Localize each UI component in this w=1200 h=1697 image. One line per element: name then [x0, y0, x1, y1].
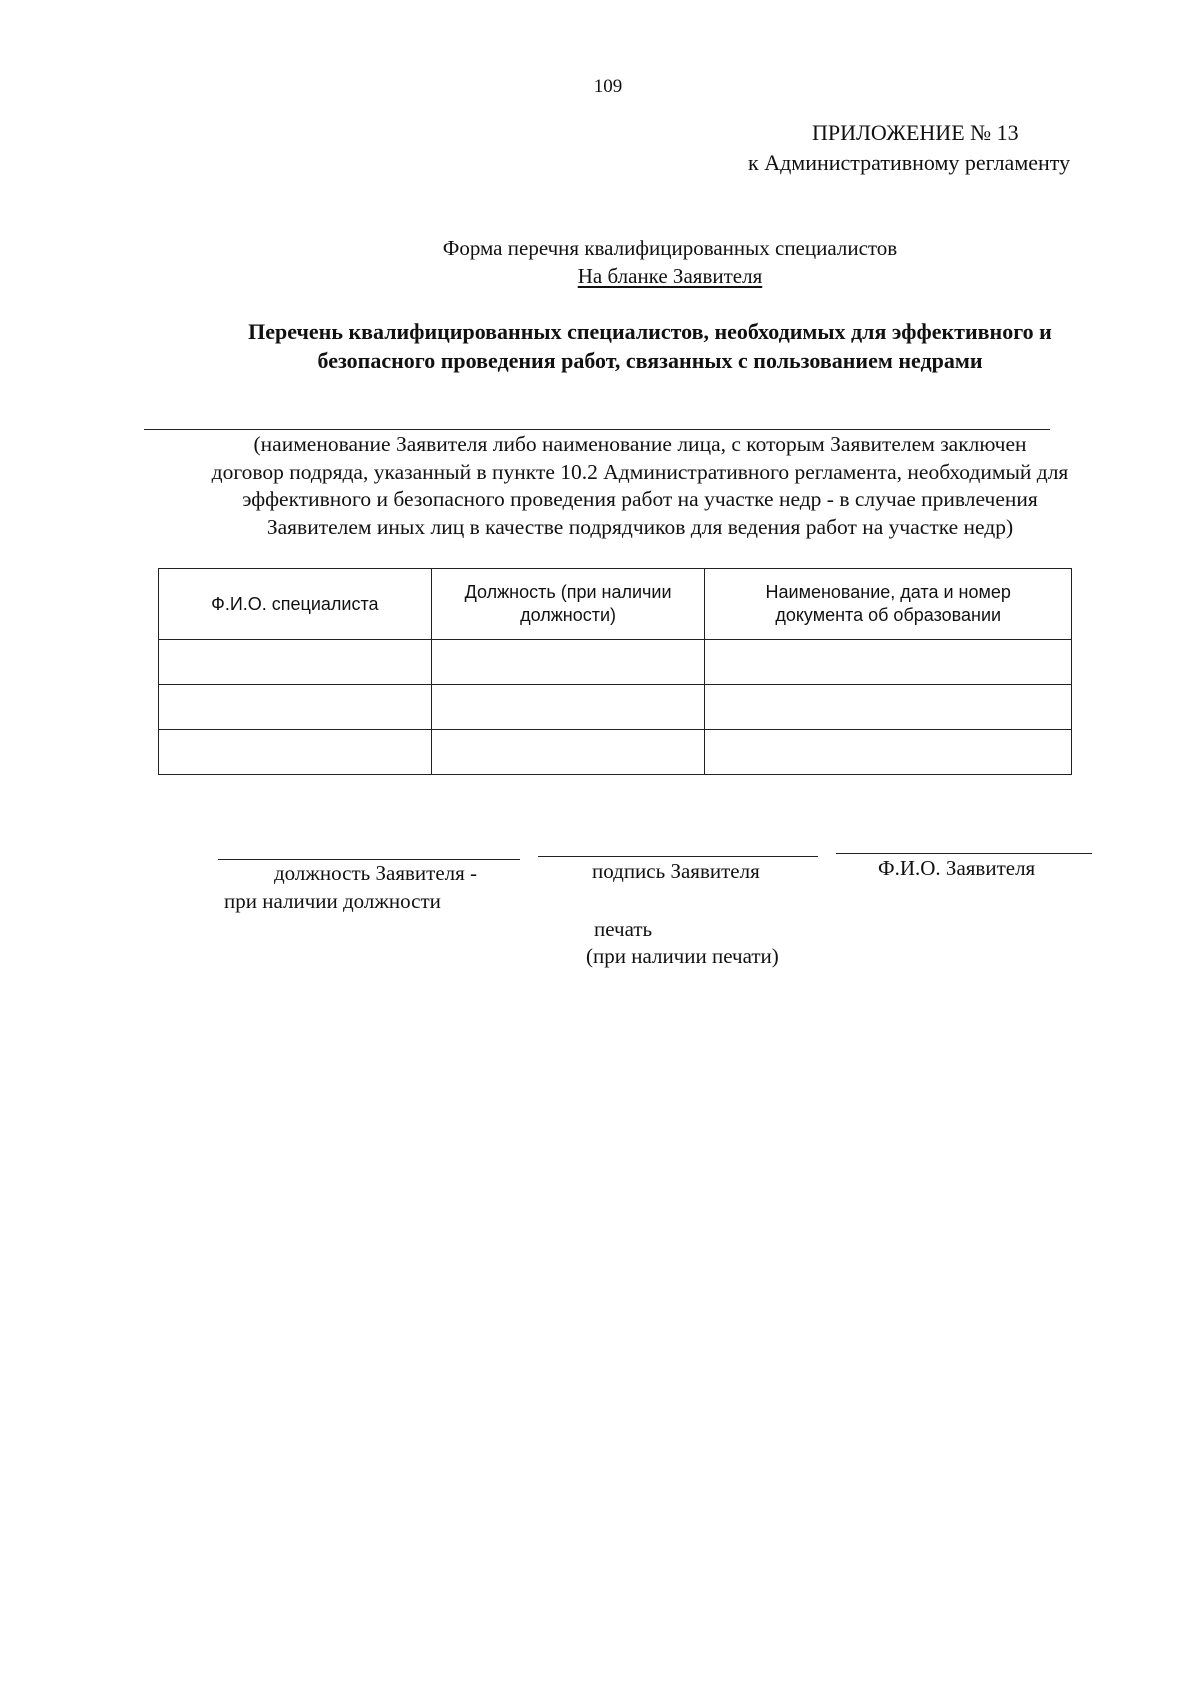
- header-position-line-2: должности): [520, 605, 617, 625]
- table-cell[interactable]: [159, 685, 432, 730]
- table-row: [159, 640, 1072, 685]
- table-row: [159, 730, 1072, 775]
- header-education-document: [705, 569, 1072, 640]
- table-cell[interactable]: [705, 730, 1072, 775]
- table-cell[interactable]: [705, 685, 1072, 730]
- header-position-line-1: Должность (при наличии: [464, 582, 672, 602]
- table-row: [159, 685, 1072, 730]
- table-cell[interactable]: [431, 640, 705, 685]
- page-number: 109: [593, 76, 623, 97]
- specialists-table: [158, 568, 1072, 775]
- form-title: Форма перечня квалифицированных специалистов: [442, 236, 898, 260]
- name-signature-line: [836, 853, 1092, 854]
- appendix-title: ПРИЛОЖЕНИЕ № 13: [812, 120, 1019, 145]
- table-cell[interactable]: [431, 730, 705, 775]
- list-heading-line-1: Перечень квалифицированных специалистов, необходимых для эффективного и: [248, 319, 1052, 344]
- applicant-caption-line-2: договор подряда, указанный в пункте 10.2 Административного регламента, необходимый для: [211, 459, 1069, 484]
- form-subtitle: [300, 264, 1040, 289]
- table-cell[interactable]: [431, 685, 705, 730]
- applicant-name-line: [144, 429, 1050, 430]
- list-heading: [150, 317, 1150, 375]
- header-education-line-1: Наименование, дата и номер: [765, 582, 1011, 602]
- name-label: Ф.И.О. Заявителя: [878, 856, 1036, 880]
- appendix-subtitle: к Административному регламенту: [748, 150, 1071, 175]
- applicant-caption-line-4: Заявителем иных лиц в качестве подрядчиков для ведения работ на участке недр): [266, 514, 1014, 539]
- form-subtitle-text: На бланке Заявителя: [577, 264, 763, 288]
- header-education-line-2: документа об образовании: [775, 605, 1002, 625]
- position-label-line-1: должность Заявителя -: [274, 861, 478, 885]
- applicant-caption: [140, 431, 1140, 541]
- stamp-note: (при наличии печати): [586, 944, 779, 968]
- header-full-name: [159, 569, 432, 640]
- applicant-caption-line-3: эффективного и безопасного проведения работ на участке недр - в случае привлечения: [242, 487, 1038, 511]
- table-cell[interactable]: [159, 640, 432, 685]
- table-header-row: [159, 569, 1072, 640]
- table-cell[interactable]: [705, 640, 1072, 685]
- header-full-name-line-1: Ф.И.О. специалиста: [211, 593, 379, 614]
- header-position: [431, 569, 705, 640]
- position-label-line-2: при наличии должности: [224, 889, 441, 913]
- table-cell[interactable]: [159, 730, 432, 775]
- list-heading-line-2: безопасного проведения работ, связанных с пользованием недрами: [317, 348, 983, 373]
- applicant-caption-line-1: (наименование Заявителя либо наименование лица, с которым Заявителем заключен: [253, 432, 1027, 456]
- signature-line: [538, 856, 818, 857]
- signature-label: подпись Заявителя: [592, 859, 760, 883]
- stamp-label: печать: [594, 917, 653, 941]
